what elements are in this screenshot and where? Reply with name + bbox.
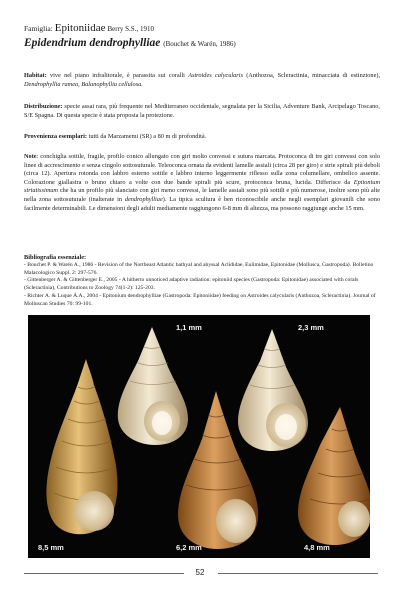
- notes-text-1: : conchiglia sottile, fragile, profilo conico allungato con giri molto convessi e sutura marcata. Protoconca di tre giri convessi con solo linee di accrescimento e senza cingolo sottosuturale. Teleoconca ornata da evidenti lamelle assiali (circa 28 per giro) e strie spirali più deboli (circa 12). Apertura rotonda con labbro esterno sottile e labbro interno leggermente riflesso sulla zona columellare, ombelico assente. Colorazione giallastra o bruno chiaro a volte con due bande spirali più scure, protoconca bruna, lucida. Differisce da: [24, 153, 380, 186]
- bibliography: [24, 254, 380, 309]
- habitat-host-2: Dendrophyllia ramea, Balanophyllia cellulosa.: [24, 80, 143, 88]
- scale-label-5: 4,8 mm: [304, 543, 330, 552]
- species-name: Epidendrium dendrophylliae: [24, 37, 161, 49]
- species-header: [24, 23, 379, 51]
- habitat-text-2: (Anthozoa, Scleractinia, minacciata di estinzione),: [246, 72, 381, 79]
- provenance-text: tutti da Marzamemi (SR) a 80 m di profondità.: [88, 133, 207, 140]
- shell-specimen-3: [238, 329, 308, 451]
- family-name: Epitoniidae: [54, 22, 106, 34]
- bibliography-entry: - Richter A. & Luque Á.A., 2004 - Epitonium dendrophylliae (Gastropoda: Epitoniidae) feeding on Astroides calycularis (Anthozoa, Scleractinia). Journal of Molluscan Studies 70: 99-101.: [24, 292, 376, 307]
- shell-photo-illustration: [28, 315, 370, 558]
- family-line: [24, 23, 379, 35]
- page-number: 52: [195, 568, 205, 577]
- provenance-label: Provenienza esemplari:: [24, 133, 88, 140]
- distribution-label: Distribuzione:: [24, 103, 63, 110]
- notes-species-ref-2: dendrophylliae: [124, 195, 163, 203]
- habitat-host-1: Astroides calycularis: [188, 72, 243, 79]
- habitat-paragraph: [24, 72, 380, 89]
- shell-photo-plate: [28, 315, 370, 558]
- distribution-paragraph: [24, 103, 380, 120]
- family-label: Famiglia:: [24, 24, 53, 33]
- notes-paragraph: [24, 153, 380, 213]
- bibliography-entry: - Gittenberger A. & Gittenberger E., 2005 - A hitherto unnoticed adaptive radiation: epitoniid species (Gastropoda: Epitonidae) associated with corals (Scleractinia), Contributions to Zoology 74(1-2): 125-203.: [24, 277, 359, 292]
- species-line: [24, 36, 379, 51]
- notes-label: Note: [24, 153, 37, 160]
- notes-text-2: che ha un profilo più slanciato con giri meno convessi, le lamelle assiali sono più sottili e più numerose, inoltre sono più alte nella zona sottosuturale (inalterate in: [24, 187, 380, 203]
- shell-specimen-1: [46, 359, 117, 534]
- notes-text-3: ). La tipica scultura è ben riconoscibile anche negli esemplari giovanili che sono facilmente determinabili. Le dimensioni degli adulti mediamente raggiungono 6-8 mm di altezza, ma possono raggiunge anche 15 mm.: [24, 195, 380, 212]
- species-author: (Bouchet & Warén, 1986): [163, 40, 236, 48]
- shell-specimen-2: [118, 327, 188, 445]
- distribution-text: specie assai rara, più frequente nel Mediterraneo occidentale, segnalata per la Sicilia, Adventure Bank, Arcipelago Toscano, S/E Spagna. Di questa specie è stata proposta la protezione.: [24, 103, 380, 119]
- habitat-label: Habitat:: [24, 72, 47, 79]
- bibliography-entry: - Bouchet P. & Warén A., 1986 - Revision of the Northeast Atlantic bathyal and abyssal Aclididae, Eulimidae, Epitonidae (Mollusca, Gastropoda). Bolletino Malacologico Suppl. 2: 297-576.: [24, 261, 374, 276]
- scale-label-2: 1,1 mm: [176, 323, 202, 332]
- family-author: Berry S.S., 1910: [107, 25, 154, 33]
- scale-label-4: 6,2 mm: [176, 543, 202, 552]
- provenance-paragraph: [24, 133, 380, 142]
- notes-species-ref: Epitonium striatissimum: [24, 178, 380, 195]
- shell-specimen-5: [298, 407, 370, 545]
- footer-rule-left: [24, 573, 184, 574]
- bibliography-title: Bibliografia essenziale:: [24, 254, 87, 261]
- scale-label-1: 8,5 mm: [38, 543, 64, 552]
- footer-rule-right: [218, 573, 378, 574]
- habitat-text-1: vive nel piano infralitorale, è parassita sui coralli: [50, 72, 185, 79]
- scale-label-3: 2,3 mm: [298, 323, 324, 332]
